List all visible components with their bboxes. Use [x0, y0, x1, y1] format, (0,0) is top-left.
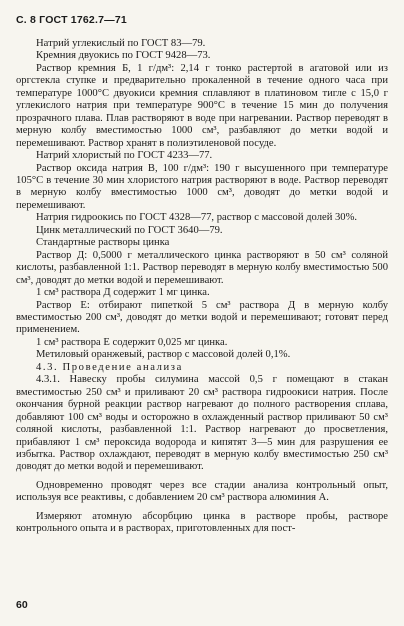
page-number: 60	[16, 599, 28, 611]
paragraph: Метиловый оранжевый, раствор с массовой долей 0,1%.	[36, 349, 291, 361]
paragraph: 4.3.1. Навеску пробы силумина массой 0,5 г помещают в стакан вместимостью 250 см³ и приливают 20 см³ раствора гидроокиси натрия. После окончания бурной реакции раствор нагревают до полного растворения сплава, добавляют 100 см³ воды и осторожно в охлажденный раствор приливают 50 см³ соляной кислоты, разбавленной 1:1. Раствор нагревают до просветления, прибавляют 1 см³ пероксида водорода и кипятят 3—5 мин для разрушения ее избытка. Раствор охлаждают, переводят в мерную колбу вместимостью 250 см³ доводят до метки водой и перемешивают.	[16, 374, 388, 473]
paragraph: Раствор кремния Б, 1 г/дм³: 2,14 г тонко растертой в агатовой или из оргстекла ступке и предварительно прокаленной в течение одного часа при температуре 1000°С двуокиси кремния сплавляют в платиновом тигле с 15,0 г углекислого натрия при температуре 900°С в течение 15 мин до получения прозрачного плава. Плав растворяют в воде при нагревании. Раствор переводят в мерную колбу вместимостью 1000 см³, разбавляют до метки водой и перемешивают. Раствор хранят в полиэтиленовой посуде.	[16, 62, 388, 149]
paragraph: Раствор Д: 0,5000 г металлического цинка растворяют в 50 см³ соляной кислоты, разбавленной 1:1. Раствор переводят в мерную колбу вместимостью 500 см³, доводят до метки водой и перемешивают.	[16, 249, 388, 286]
paragraph: Натрия гидроокись по ГОСТ 4328—77, раствор с массовой долей 30%.	[36, 212, 358, 224]
page-header: С. 8 ГОСТ 1762.7—71	[16, 14, 127, 26]
paragraph: 1 см³ раствора Е содержит 0,025 мг цинка.	[36, 336, 228, 348]
paragraph: Измеряют атомную абсорбцию цинка в растворе пробы, растворе контрольного опыта и в растворах, приготовленных для пост-	[16, 510, 388, 535]
paragraph: Раствор оксида натрия В, 100 г/дм³: 190 г высушенного при температуре 105°С в течение 30 мин хлористого натрия растворяют в воде. Раствор переводят в мерную колбу вместимостью 1000 см³, доводят до метки водой и перемешивают.	[16, 162, 388, 211]
paragraph: Натрий хлористый по ГОСТ 4233—77.	[36, 150, 213, 162]
paragraph: 1 см³ раствора Д содержит 1 мг цинка.	[36, 287, 210, 299]
page-body	[16, 38, 388, 536]
section-heading: 4.3. Проведение анализа	[36, 361, 183, 373]
paragraph: Кремния двуокись по ГОСТ 9428—73.	[36, 50, 211, 62]
paragraph: Цинк металлический по ГОСТ 3640—79.	[36, 224, 223, 236]
paragraph: Одновременно проводят через все стадии анализа контрольный опыт, используя все реактивы, с добавлением 20 см³ раствора алюминия А.	[16, 479, 388, 504]
paragraph: Раствор Е: отбирают пипеткой 5 см³ раствора Д в мерную колбу вместимостью 200 см³, доводят до метки водой и перемешивают; готовят перед применением.	[16, 299, 388, 336]
paragraph: Натрий углекислый по ГОСТ 83—79.	[36, 38, 206, 49]
section-title: Стандартные растворы цинка	[36, 237, 170, 249]
